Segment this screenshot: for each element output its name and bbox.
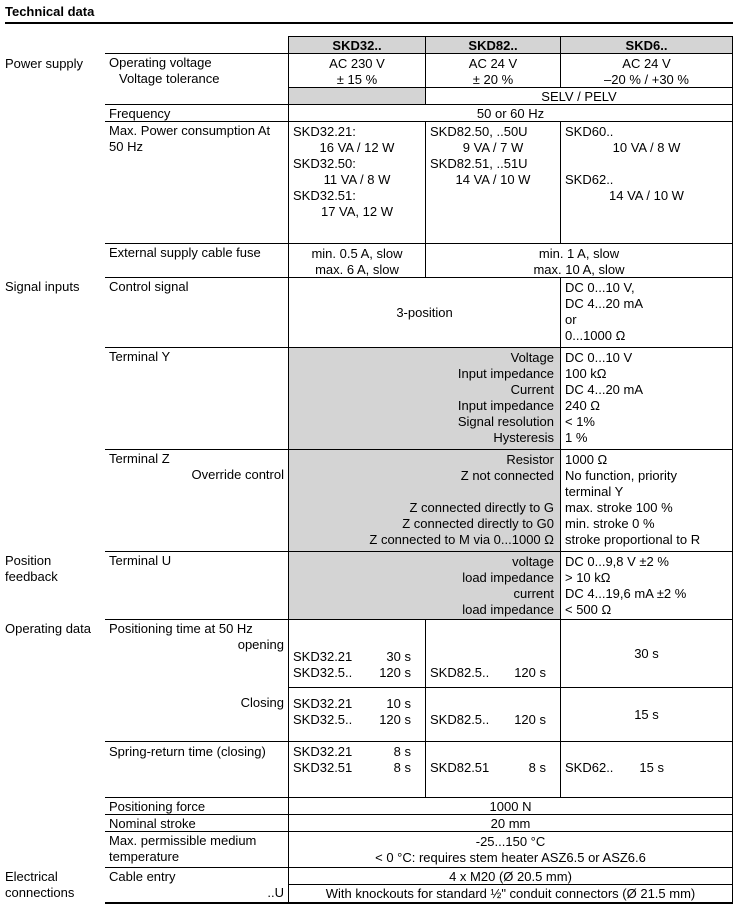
terminal-z-param-2: Z not connected <box>460 468 554 483</box>
terminal-z-param-4: Z connected directly to G <box>409 500 554 515</box>
power-consumption-label-cell <box>105 121 288 243</box>
row-operating-voltage <box>105 53 733 87</box>
positioning-force-value: 1000 N <box>288 797 733 814</box>
closing-skd82-blank <box>426 696 560 712</box>
cable-entry-value: 4 x M20 (Ø 20.5 mm) <box>288 867 733 884</box>
fuse-skd82-skd6-cell <box>425 243 733 277</box>
table-bottom-rule <box>105 902 733 904</box>
power-consumption-label-line1: Max. Power consumption At <box>109 123 271 138</box>
terminal-y-value-3: DC 4...20 mA <box>565 382 644 397</box>
control-signal-skd6-line2: DC 4...20 mA <box>565 296 644 311</box>
model-label: SKD32.5.. <box>293 712 353 727</box>
column-header-skd6: SKD6.. <box>560 36 733 53</box>
terminal-z-value-4: max. stroke 100 % <box>565 500 673 515</box>
control-signal-label: Control signal <box>105 277 288 347</box>
terminal-u-params-cell <box>288 551 560 619</box>
terminal-y-param-6: Hysteresis <box>493 430 554 445</box>
medium-temperature-label-line2: temperature <box>109 849 180 864</box>
terminal-y-param-1: Voltage <box>510 350 554 365</box>
time-value: 8 s <box>393 760 411 775</box>
terminal-z-value-3: terminal Y <box>565 484 624 499</box>
row-spring-return <box>105 741 733 797</box>
control-signal-skd6-line1: DC 0...10 V, <box>565 280 635 295</box>
terminal-z-value-2: No function, priority <box>565 468 677 483</box>
nominal-stroke-value: 20 mm <box>288 814 733 831</box>
control-signal-skd6-line4: 0...1000 Ω <box>565 328 626 343</box>
opening-skd82-cell <box>425 619 560 687</box>
skd82-50-power: 9 VA / 7 W <box>462 140 524 155</box>
cable-fuse-label: External supply cable fuse <box>105 243 288 277</box>
positioning-time-label-cell <box>105 619 288 687</box>
section-label-operating-data: Operating data <box>5 621 92 636</box>
skd82-voltage-cell <box>425 53 560 87</box>
power-consumption-label-line2: 50 Hz <box>109 139 143 154</box>
row-terminal-y <box>105 347 733 449</box>
row-terminal-z <box>105 449 733 551</box>
spring-skd82-cell <box>425 741 560 797</box>
terminal-z-label-cell <box>105 449 288 551</box>
skd82-51-model: SKD82.51, ..51U <box>430 156 528 171</box>
row-medium-temperature <box>105 831 733 867</box>
row-positioning-time-closing <box>105 687 733 741</box>
skd32-50-model: SKD32.50: <box>293 156 356 171</box>
skd32-voltage-tolerance: ± 15 % <box>336 72 378 87</box>
terminal-u-param-3: current <box>513 586 554 601</box>
terminal-z-value-5: min. stroke 0 % <box>565 516 655 531</box>
terminal-u-value-1: DC 0...9,8 V ±2 % <box>565 554 669 569</box>
row-cable-entry <box>105 867 733 884</box>
medium-temperature-value-cell <box>288 831 733 867</box>
time-value: 8 s <box>393 744 411 759</box>
terminal-u-param-2: load impedance <box>462 570 554 585</box>
row-cable-fuse <box>105 243 733 277</box>
closing-skd32-entry-2 <box>289 712 425 728</box>
terminal-z-label: Terminal Z <box>109 451 170 466</box>
skd62-model: SKD62.. <box>565 172 614 187</box>
terminal-y-param-4: Input impedance <box>457 398 554 413</box>
column-header-skd82: SKD82.. <box>425 36 560 53</box>
medium-temperature-label-cell <box>105 831 288 867</box>
fuse-skd82-6-max: max. 10 A, slow <box>533 262 625 277</box>
cable-entry-u-label-cell <box>105 884 288 902</box>
closing-label: Closing <box>240 695 284 710</box>
skd6-voltage-cell <box>560 53 733 87</box>
opening-skd6-value: 30 s <box>560 619 733 687</box>
skd32-51-model: SKD32.51: <box>293 188 356 203</box>
closing-label-cell <box>105 687 288 741</box>
skd32-50-power: 11 VA / 8 W <box>323 172 391 187</box>
power-consumption-skd32-cell <box>288 121 425 243</box>
opening-skd82-entry <box>426 665 560 681</box>
fuse-skd82-6-min: min. 1 A, slow <box>538 246 620 261</box>
terminal-z-value-1: 1000 Ω <box>565 452 608 467</box>
skd60-model: SKD60.. <box>565 124 614 139</box>
skd32-21-power: 16 VA / 12 W <box>319 140 395 155</box>
time-value: 120 s <box>379 712 411 727</box>
spring-skd6-cell <box>560 741 733 797</box>
skd6-operating-voltage: AC 24 V <box>622 56 671 71</box>
terminal-z-param-6: Z connected to M via 0...1000 Ω <box>369 532 554 547</box>
row-positioning-force <box>105 797 733 814</box>
terminal-y-param-3: Current <box>510 382 554 397</box>
temperature-range-value: -25...150 °C <box>475 834 546 849</box>
skd6-voltage-tolerance: –20 % / +30 % <box>604 72 689 87</box>
terminal-u-value-2: > 10 kΩ <box>565 570 611 585</box>
terminal-y-params-cell <box>288 347 560 449</box>
cable-entry-u-value: With knockouts for standard ½" conduit connectors (Ø 21.5 mm) <box>288 884 733 902</box>
operating-voltage-label-cell <box>105 53 288 87</box>
skd32-51-power: 17 VA, 12 W <box>320 204 393 219</box>
spring-skd6-entry <box>561 760 732 776</box>
operating-voltage-label: Operating voltage <box>109 55 212 70</box>
power-consumption-skd82-cell <box>425 121 560 243</box>
closing-skd82-cell <box>425 687 560 741</box>
frequency-label: Frequency <box>105 104 288 121</box>
terminal-y-param-2: Input impedance <box>457 366 554 381</box>
fuse-skd32-cell <box>288 243 425 277</box>
skd6-blank-line <box>565 156 728 172</box>
spring-skd82-entry <box>426 760 560 776</box>
section-label-electrical-line2: connections <box>5 885 75 900</box>
terminal-z-params-cell <box>288 449 560 551</box>
section-label-position-feedback-line2: feedback <box>5 569 58 584</box>
terminal-y-value-1: DC 0...10 V <box>565 350 633 365</box>
closing-skd32-cell <box>288 687 425 741</box>
cable-entry-label: Cable entry <box>105 867 288 884</box>
nominal-stroke-label: Nominal stroke <box>105 814 288 831</box>
skd82-operating-voltage: AC 24 V <box>468 56 518 71</box>
row-power-consumption <box>105 121 733 243</box>
header-spacer <box>105 36 288 53</box>
positioning-time-label: Positioning time at 50 Hz <box>109 621 253 636</box>
override-control-label: Override control <box>191 467 284 482</box>
skd82-voltage-tolerance: ± 20 % <box>472 72 514 87</box>
skd60-power: 10 VA / 8 W <box>612 140 681 155</box>
spring-skd6-blank <box>561 744 732 760</box>
terminal-y-value-5: < 1% <box>565 414 595 429</box>
closing-skd82-entry <box>426 712 560 728</box>
row-control-signal <box>105 277 733 347</box>
model-label: SKD82.5.. <box>430 665 490 680</box>
skd32-voltage-cell <box>288 53 425 87</box>
opening-label: opening <box>237 637 284 652</box>
terminal-u-value-3: DC 4...19,6 mA ±2 % <box>565 586 687 601</box>
fuse-skd32-max: max. 6 A, slow <box>315 262 399 277</box>
selv-skd32-gray-cell <box>288 87 425 104</box>
control-signal-skd6-cell <box>560 277 733 347</box>
row-positioning-time-opening <box>105 619 733 687</box>
model-label: SKD62.. <box>565 760 614 775</box>
table-header-row <box>105 36 733 53</box>
medium-temperature-label-line1: Max. permissible medium <box>109 833 257 848</box>
skd62-power: 14 VA / 10 W <box>609 188 684 203</box>
time-value: 8 s <box>528 760 546 775</box>
terminal-u-param-1: voltage <box>512 554 554 569</box>
terminal-z-param-1: Resistor <box>506 452 554 467</box>
selv-pelv-value: SELV / PELV <box>425 87 733 104</box>
row-selv-pelv <box>105 87 733 104</box>
control-signal-skd6-line3: or <box>565 312 577 327</box>
opening-skd32-entry-1 <box>289 649 425 665</box>
opening-skd32-cell <box>288 619 425 687</box>
technical-data-table <box>105 36 733 902</box>
terminal-y-values-cell <box>560 347 733 449</box>
section-label-position-feedback-line1: Position <box>5 553 52 568</box>
voltage-tolerance-label: Voltage tolerance <box>119 71 220 86</box>
skd82-51-power: 14 VA / 10 W <box>455 172 531 187</box>
time-value: 120 s <box>514 712 546 727</box>
model-label: SKD32.21 <box>293 696 353 711</box>
terminal-z-param-3 <box>295 484 554 500</box>
terminal-y-label: Terminal Y <box>105 347 288 449</box>
skd82-50-model: SKD82.50, ..50U <box>430 124 528 139</box>
spring-skd32-entry-2 <box>289 760 425 776</box>
row-terminal-u <box>105 551 733 619</box>
frequency-value: 50 or 60 Hz <box>288 104 733 121</box>
model-label: SKD32.21 <box>293 744 353 759</box>
spring-skd32-entry-1 <box>289 744 425 760</box>
model-label: SKD32.5.. <box>293 665 353 680</box>
row-nominal-stroke <box>105 814 733 831</box>
title-rule <box>5 22 733 24</box>
closing-skd32-entry-1 <box>289 696 425 712</box>
page-title: Technical data <box>5 4 95 19</box>
selv-label-spacer <box>105 87 288 104</box>
opening-skd32-entry-2 <box>289 665 425 681</box>
model-label: SKD82.51 <box>430 760 490 775</box>
model-label: SKD32.21 <box>293 649 353 664</box>
control-signal-3position: 3-position <box>288 277 560 347</box>
closing-skd6-value: 15 s <box>560 687 733 741</box>
spring-skd82-blank <box>426 744 560 760</box>
section-label-signal-inputs: Signal inputs <box>5 279 80 294</box>
time-value: 120 s <box>514 665 546 680</box>
row-cable-entry-u <box>105 884 733 902</box>
skd32-21-model: SKD32.21: <box>293 124 356 139</box>
time-value: 30 s <box>386 649 411 664</box>
terminal-y-value-6: 1 % <box>565 430 588 445</box>
terminal-y-param-5: Signal resolution <box>457 414 554 429</box>
terminal-y-value-4: 240 Ω <box>565 398 601 413</box>
terminal-u-value-4: < 500 Ω <box>565 602 612 617</box>
terminal-u-label: Terminal U <box>105 551 288 619</box>
fuse-skd32-min: min. 0.5 A, slow <box>311 246 403 261</box>
cable-entry-u-label: ..U <box>267 885 284 900</box>
model-label: SKD32.51 <box>293 760 353 775</box>
column-header-skd32: SKD32.. <box>288 36 425 53</box>
spring-skd32-cell <box>288 741 425 797</box>
terminal-z-value-6: stroke proportional to R <box>565 532 701 547</box>
positioning-force-label: Positioning force <box>105 797 288 814</box>
spring-return-label: Spring-return time (closing) <box>105 741 288 797</box>
power-consumption-skd6-cell <box>560 121 733 243</box>
terminal-z-values-cell <box>560 449 733 551</box>
time-value: 15 s <box>639 760 664 775</box>
terminal-u-values-cell <box>560 551 733 619</box>
time-value: 10 s <box>386 696 411 711</box>
terminal-z-param-5: Z connected directly to G0 <box>402 516 554 531</box>
terminal-y-value-2: 100 kΩ <box>565 366 607 381</box>
section-label-power-supply: Power supply <box>5 56 84 71</box>
section-label-electrical-line1: Electrical <box>5 869 58 884</box>
stem-heater-note: < 0 °C: requires stem heater ASZ6.5 or ASZ6.6 <box>375 850 646 865</box>
time-value: 120 s <box>379 665 411 680</box>
row-frequency <box>105 104 733 121</box>
skd32-operating-voltage: AC 230 V <box>329 56 385 71</box>
model-label: SKD82.5.. <box>430 712 490 727</box>
terminal-u-param-4: load impedance <box>462 602 554 617</box>
